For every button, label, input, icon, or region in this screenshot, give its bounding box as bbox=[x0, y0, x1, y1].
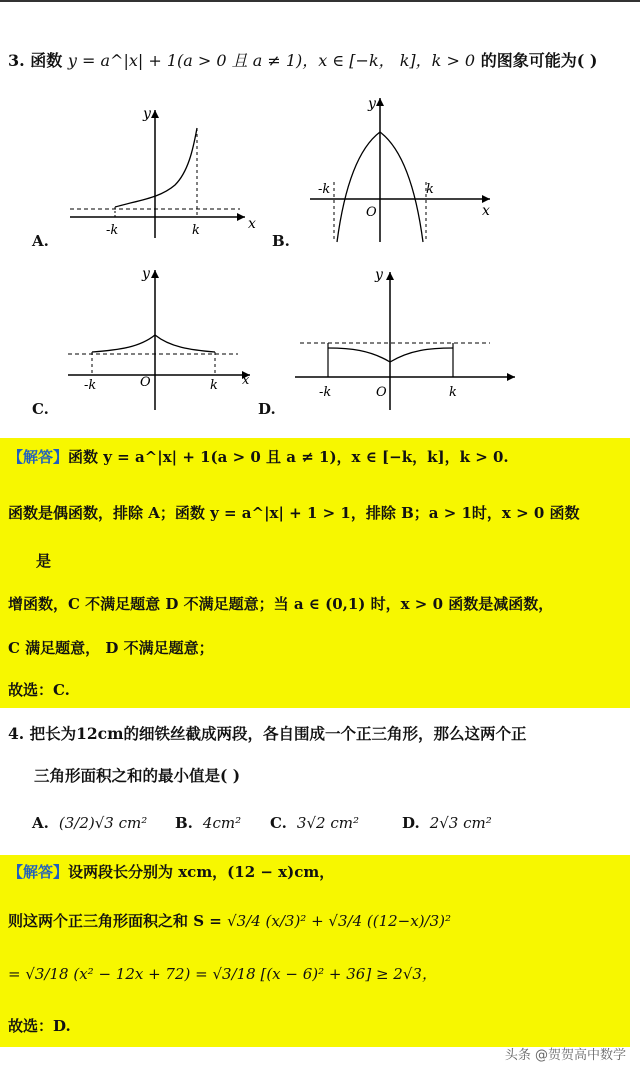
solution-4-line-2: 则这两个正三角形面积之和 S = √3/4 (x/3)² + √3/4 ((12−x)/3)² bbox=[8, 912, 452, 930]
question-4-solution bbox=[0, 855, 630, 1047]
graph-a-y-label: y bbox=[143, 106, 151, 122]
choice-c: C. 3√2 cm² bbox=[270, 814, 359, 832]
graph-b-pos-k: k bbox=[426, 182, 434, 197]
graph-b-x-label: x bbox=[482, 203, 490, 219]
graph-b-neg-k: -k bbox=[318, 182, 331, 197]
choice-d: D. 2√3 cm² bbox=[402, 814, 492, 832]
graph-d-pos-k: k bbox=[449, 385, 457, 400]
watermark: 头条 @贺贺高中数学 bbox=[504, 1048, 626, 1063]
solution-3-line-4: 增函数，C 不满足题意 D 不满足题意；当 a ∈ (0,1) 时，x > 0 函数是减函数， bbox=[8, 595, 554, 613]
solution-3-line-6: 故选：C. bbox=[8, 681, 70, 699]
question-3-stem: 3. 函数 y = a^|x| + 1(a > 0 且 a ≠ 1)，x ∈ [−k， k]，k > 0 的图象可能为( ) bbox=[8, 51, 598, 70]
solution-4-line-4: 故选：D. bbox=[8, 1017, 71, 1035]
option-c-label: C. bbox=[32, 400, 49, 418]
option-b-label: B. bbox=[272, 232, 290, 250]
graph-c bbox=[60, 262, 260, 412]
graph-c-origin: O bbox=[140, 375, 151, 390]
solution-4-line-3: = √3/18 (x² − 12x + 72) = √3/18 [(x − 6)² + 36] ≥ 2√3， bbox=[8, 965, 437, 983]
graph-d-origin: O bbox=[376, 385, 387, 400]
question-4-stem: 4. 把长为12cm的细铁丝截成两段，各自围成一个正三角形，那么这两个正 bbox=[8, 724, 527, 743]
graph-b-y-label: y bbox=[368, 96, 376, 112]
question-4-stem-cont: 三角形面积之和的最小值是( ) bbox=[34, 766, 241, 785]
solution-3-line-3: 是 bbox=[36, 552, 52, 570]
solution-tag: 【解答】 bbox=[8, 863, 69, 881]
solution-4-line-1: 【解答】设两段长分别为 xcm，(12 − x)cm， bbox=[8, 863, 335, 881]
graph-d-y-label: y bbox=[375, 267, 383, 283]
choice-a: A. (3/2)√3 cm² bbox=[32, 814, 148, 832]
graph-a bbox=[60, 100, 260, 245]
graph-b bbox=[300, 92, 500, 247]
option-d-label: D. bbox=[258, 400, 276, 418]
graph-a-x-label: x bbox=[248, 216, 256, 232]
solution-tag: 【解答】 bbox=[8, 448, 69, 466]
graph-c-neg-k: -k bbox=[84, 378, 97, 393]
solution-3-line-2: 函数是偶函数，排除 A；函数 y = a^|x| + 1 > 1，排除 B；a > 1时，x > 0 函数 bbox=[8, 504, 580, 522]
top-rule bbox=[0, 0, 640, 2]
graph-d bbox=[290, 262, 520, 412]
graph-d-neg-k: -k bbox=[319, 385, 332, 400]
solution-3-line-1: 【解答】函数 y = a^|x| + 1(a > 0 且 a ≠ 1)，x ∈ [−k，k]，k > 0. bbox=[8, 448, 509, 466]
graph-a-neg-k: -k bbox=[106, 223, 119, 238]
solution-3-line-5: C 满足题意， D 不满足题意； bbox=[8, 639, 214, 657]
graph-a-pos-k: k bbox=[192, 223, 200, 238]
choice-b: B. 4cm² bbox=[175, 814, 242, 832]
question-3-solution bbox=[0, 438, 630, 708]
graph-c-y-label: y bbox=[142, 266, 150, 282]
option-a-label: A. bbox=[32, 232, 49, 250]
graph-c-pos-k: k bbox=[210, 378, 218, 393]
graph-b-origin: O bbox=[366, 205, 377, 220]
graph-c-x-label: x bbox=[242, 373, 250, 388]
